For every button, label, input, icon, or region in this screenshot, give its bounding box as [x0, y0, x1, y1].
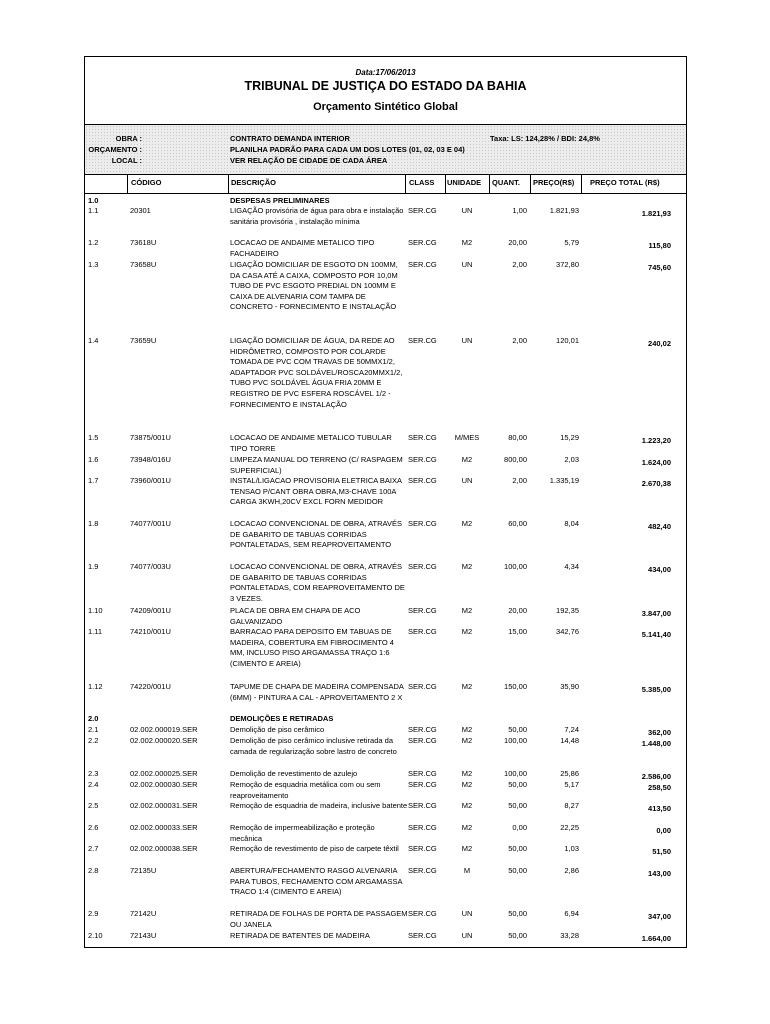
- item-description: LOCACAO DE ANDAIME METALICO TUBULAR TIPO TORRE: [230, 433, 392, 453]
- item-class: SER.CG: [408, 476, 437, 485]
- item-number: 2.8: [88, 866, 99, 875]
- item-number: 1.3: [88, 260, 99, 269]
- item-unit: M2: [461, 238, 473, 247]
- item-description: ABERTURA/FECHAMENTO RASGO ALVENARIA PARA TUBOS, FECHAMENTO COM ARGAMASSA TRACO 1:4 (CIMENTO E AREIA): [230, 866, 403, 897]
- item-description: RETIRADA DE FOLHAS DE PORTA DE PASSAGEM OU JANELA: [230, 909, 408, 929]
- item-unit: M2: [461, 562, 473, 571]
- item-unit-price: 372,80: [556, 260, 579, 269]
- item-quantity: 2,00: [512, 260, 527, 269]
- item-class: SER.CG: [408, 725, 437, 734]
- item-class: SER.CG: [408, 455, 437, 464]
- item-unit: M2: [461, 844, 473, 853]
- item-quantity: 50,00: [508, 909, 527, 918]
- item-unit: M2: [461, 606, 473, 615]
- item-code: 02.002.000030.SER: [130, 780, 198, 789]
- item-description: LIGAÇÃO DOMICILIAR DE ÁGUA, DA REDE AO HIDRÔMETRO, COMPOSTO POR COLARDE TOMADA DE PVC COM TRAVAS DE 50MMX1/2, ADAPTADOR PVC SOLDÁVEL/ROSCA20MMX1/2, TUBO PVC SOLDÁVEL ÁGUA FRIA 20MM E REGISTRO DE PVC ESFERA ROSCÁVEL 1/2 - FORNECIMENTO E INSTALAÇÃO: [230, 336, 403, 409]
- item-class: SER.CG: [408, 682, 437, 691]
- item-unit: M/MES: [454, 433, 480, 442]
- item-number: 2.4: [88, 780, 99, 789]
- col-header-quant: QUANT.: [492, 178, 520, 187]
- item-unit-price: 5,79: [564, 238, 579, 247]
- item-description: BARRACAO PARA DEPOSITO EM TABUAS DE MADEIRA, COBERTURA EM FIBROCIMENTO 4 MM, INCLUSO PISO ARGAMASSA TRAÇO 1:6 (CIMENTO E AREIA): [230, 627, 394, 668]
- item-description: DESPESAS PRELIMINARES: [230, 196, 330, 205]
- item-total-price: 413,50: [648, 804, 671, 813]
- item-code: 74220/001U: [130, 682, 171, 691]
- item-total-price: 745,60: [648, 263, 671, 272]
- item-quantity: 15,00: [508, 627, 527, 636]
- item-quantity: 0,00: [512, 823, 527, 832]
- item-description: TAPUME DE CHAPA DE MADEIRA COMPENSADA (6MM) - PINTURA A CAL - APROVEITAMENTO 2 X: [230, 682, 404, 702]
- obra-row: [85, 134, 686, 145]
- item-unit-price: 2,03: [564, 455, 579, 464]
- item-number: 2.7: [88, 844, 99, 853]
- item-description: Remoção de esquadria metálica com ou sem reaproveitamento: [230, 780, 381, 800]
- item-description: LOCACAO CONVENCIONAL DE OBRA, ATRAVÉS DE GABARITO DE TABUAS CORRIDAS PONTALETADAS, COM REAPROVEITAMENTO DE 3 VEZES.: [230, 562, 405, 603]
- item-unit-price: 1.335,19: [549, 476, 579, 485]
- item-class: SER.CG: [408, 844, 437, 853]
- item-number: 1.5: [88, 433, 99, 442]
- item-class: SER.CG: [408, 801, 437, 810]
- obra-value: CONTRATO DEMANDA INTERIOR: [230, 134, 350, 143]
- item-class: SER.CG: [408, 769, 437, 778]
- item-quantity: 60,00: [508, 519, 527, 528]
- local-row: [85, 156, 686, 167]
- item-number: 1.1: [88, 206, 99, 215]
- item-unit-price: 25,86: [560, 769, 579, 778]
- item-quantity: 800,00: [504, 455, 527, 464]
- item-total-price: 2.586,00: [641, 772, 671, 781]
- item-unit-price: 35,90: [560, 682, 579, 691]
- item-unit-price: 6,94: [564, 909, 579, 918]
- item-unit-price: 4,34: [564, 562, 579, 571]
- item-unit: M2: [461, 627, 473, 636]
- item-class: SER.CG: [408, 238, 437, 247]
- item-class: SER.CG: [408, 780, 437, 789]
- item-description: Remoção de impermeabilização e proteção mecânica: [230, 823, 375, 843]
- item-number: 2.1: [88, 725, 99, 734]
- item-class: SER.CG: [408, 866, 437, 875]
- item-quantity: 100,00: [504, 736, 527, 745]
- col-header-preco: PREÇO(R$): [533, 178, 575, 187]
- item-code: 74209/001U: [130, 606, 171, 615]
- item-unit: UN: [461, 336, 473, 345]
- item-number: 1.7: [88, 476, 99, 485]
- item-unit-price: 7,24: [564, 725, 579, 734]
- item-quantity: 50,00: [508, 801, 527, 810]
- item-total-price: 1.664,00: [641, 934, 671, 943]
- project-info-block: [85, 124, 686, 174]
- item-number: 1.2: [88, 238, 99, 247]
- column-divider: [581, 174, 582, 194]
- item-unit-price: 22,25: [560, 823, 579, 832]
- item-code: 73618U: [130, 238, 157, 247]
- col-header-descricao: DESCRIÇÃO: [231, 178, 277, 187]
- item-total-price: 240,02: [648, 339, 671, 348]
- item-class: SER.CG: [408, 606, 437, 615]
- item-unit-price: 342,76: [556, 627, 579, 636]
- taxa-value: Taxa: LS: 124,28% / BDI: 24,8%: [490, 134, 600, 143]
- document-date: Data:17/06/2013: [355, 68, 416, 77]
- item-total-price: 143,00: [648, 869, 671, 878]
- item-total-price: 362,00: [648, 728, 671, 737]
- item-unit: M: [463, 866, 471, 875]
- item-number: 1.0: [88, 196, 99, 205]
- item-description: Demolição de piso cerâmico inclusive retirada da camada de regularização sobre lastro de concreto: [230, 736, 397, 756]
- item-class: SER.CG: [408, 736, 437, 745]
- item-description: LIGAÇÃO DOMICILIAR DE ESGOTO DN 100MM, DA CASA ATÉ A CAIXA, COMPOSTO POR 10,0M TUBO DE PVC ESGOTO PREDIAL DN 100MM E CAIXA DE ALVENARIA COM TAMPA DE CONCRETO - FORNECIMENTO E INSTALAÇÃO: [230, 260, 398, 312]
- item-total-price: 482,40: [648, 522, 671, 531]
- item-class: SER.CG: [408, 562, 437, 571]
- col-header-codigo: CÓDIGO: [131, 178, 162, 187]
- item-unit-price: 8,04: [564, 519, 579, 528]
- item-code: 74077/001U: [130, 519, 171, 528]
- column-divider: [445, 174, 446, 194]
- item-quantity: 150,00: [504, 682, 527, 691]
- item-number: 2.2: [88, 736, 99, 745]
- item-unit: UN: [461, 476, 473, 485]
- item-description: Demolição de piso cerâmico: [230, 725, 325, 734]
- item-quantity: 1,00: [512, 206, 527, 215]
- item-code: 73659U: [130, 336, 157, 345]
- column-divider: [228, 174, 229, 194]
- item-code: 02.002.000019.SER: [130, 725, 198, 734]
- document-subtitle: Orçamento Sintético Global: [313, 101, 458, 113]
- item-quantity: 80,00: [508, 433, 527, 442]
- item-number: 1.6: [88, 455, 99, 464]
- item-description: INSTAL/LIGACAO PROVISORIA ELETRICA BAIXA TENSAO P/CANT OBRA OBRA,M3-CHAVE 100A CARGA 3KWH,20CV EXCL FORN MEDIDOR: [230, 476, 402, 507]
- column-divider: [489, 174, 490, 194]
- item-number: 2.0: [88, 714, 99, 723]
- item-class: SER.CG: [408, 823, 437, 832]
- item-number: 1.4: [88, 336, 99, 345]
- item-unit: M2: [461, 682, 473, 691]
- document-title: TRIBUNAL DE JUSTIÇA DO ESTADO DA BAHIA: [244, 79, 527, 93]
- item-unit-price: 2,86: [564, 866, 579, 875]
- item-number: 2.9: [88, 909, 99, 918]
- item-quantity: 20,00: [508, 238, 527, 247]
- item-class: SER.CG: [408, 909, 437, 918]
- item-total-price: 1.821,93: [641, 209, 671, 218]
- item-total-price: 3.847,00: [641, 609, 671, 618]
- item-total-price: 5.385,00: [641, 685, 671, 694]
- item-code: 02.002.000031.SER: [130, 801, 198, 810]
- item-code: 73875/001U: [130, 433, 171, 442]
- item-total-price: 347,00: [648, 912, 671, 921]
- item-description: LIMPEZA MANUAL DO TERRENO (C/ RASPAGEM SUPERFICIAL): [230, 455, 403, 475]
- item-class: SER.CG: [408, 260, 437, 269]
- item-number: 2.6: [88, 823, 99, 832]
- item-unit: M2: [461, 769, 473, 778]
- column-divider: [405, 174, 406, 194]
- item-code: 20301: [130, 206, 151, 215]
- item-total-price: 258,50: [648, 783, 671, 792]
- item-total-price: 1.448,00: [641, 739, 671, 748]
- local-label: LOCAL :: [111, 156, 142, 165]
- item-description: Remoção de esquadria de madeira, inclusive batente: [230, 801, 408, 810]
- item-code: 02.002.000025.SER: [130, 769, 198, 778]
- item-number: 1.9: [88, 562, 99, 571]
- column-divider: [127, 174, 128, 194]
- item-quantity: 2,00: [512, 336, 527, 345]
- item-code: 02.002.000033.SER: [130, 823, 198, 832]
- item-quantity: 50,00: [508, 725, 527, 734]
- item-unit: M2: [461, 736, 473, 745]
- item-unit-price: 14,48: [560, 736, 579, 745]
- local-value: VER RELAÇÃO DE CIDADE DE CADA ÁREA: [230, 156, 388, 165]
- item-quantity: 2,00: [512, 476, 527, 485]
- item-number: 2.10: [88, 931, 103, 940]
- item-number: 1.11: [88, 627, 103, 636]
- item-code: 72142U: [130, 909, 157, 918]
- item-class: SER.CG: [408, 519, 437, 528]
- item-number: 1.8: [88, 519, 99, 528]
- item-unit: UN: [461, 931, 473, 940]
- item-code: 73960/001U: [130, 476, 171, 485]
- item-number: 2.5: [88, 801, 99, 810]
- item-unit-price: 15,29: [560, 433, 579, 442]
- item-code: 73658U: [130, 260, 157, 269]
- item-class: SER.CG: [408, 336, 437, 345]
- item-description: PLACA DE OBRA EM CHAPA DE ACO GALVANIZADO: [230, 606, 361, 626]
- item-unit-price: 33,28: [560, 931, 579, 940]
- item-code: 72135U: [130, 866, 157, 875]
- item-code: 74077/003U: [130, 562, 171, 571]
- orcamento-value: PLANILHA PADRÃO PARA CADA UM DOS LOTES (01, 02, 03 E 04): [230, 145, 465, 154]
- orcamento-label: ORÇAMENTO :: [88, 145, 142, 154]
- item-unit-price: 120,01: [556, 336, 579, 345]
- item-number: 1.12: [88, 682, 103, 691]
- item-number: 2.3: [88, 769, 99, 778]
- item-quantity: 50,00: [508, 866, 527, 875]
- item-class: SER.CG: [408, 627, 437, 636]
- item-quantity: 50,00: [508, 844, 527, 853]
- item-description: RETIRADA DE BATENTES DE MADEIRA: [230, 931, 370, 940]
- item-total-price: 51,50: [652, 847, 671, 856]
- item-total-price: 434,00: [648, 565, 671, 574]
- item-total-price: 0,00: [656, 826, 671, 835]
- item-quantity: 50,00: [508, 780, 527, 789]
- item-code: 74210/001U: [130, 627, 171, 636]
- item-description: Demolição de revestimento de azulejo: [230, 769, 358, 778]
- item-unit: M2: [461, 801, 473, 810]
- item-unit: M2: [461, 455, 473, 464]
- item-description: LOCACAO DE ANDAIME METALICO TIPO FACHADEIRO: [230, 238, 375, 258]
- item-unit-price: 1,03: [564, 844, 579, 853]
- item-code: 72143U: [130, 931, 157, 940]
- item-unit: M2: [461, 725, 473, 734]
- col-header-class: CLASS: [409, 178, 435, 187]
- item-total-price: 115,80: [648, 241, 671, 250]
- item-number: 1.10: [88, 606, 103, 615]
- item-total-price: 1.624,00: [641, 458, 671, 467]
- col-header-unidade: UNIDADE: [447, 178, 482, 187]
- item-unit-price: 1.821,93: [549, 206, 579, 215]
- col-header-preco-total: PREÇO TOTAL (R$): [590, 178, 660, 187]
- item-class: SER.CG: [408, 433, 437, 442]
- item-unit: UN: [461, 206, 473, 215]
- item-quantity: 50,00: [508, 931, 527, 940]
- item-total-price: 2.670,38: [641, 479, 671, 488]
- column-divider: [530, 174, 531, 194]
- item-description: Remoção de revestimento de piso de carpete têxtil: [230, 844, 399, 853]
- item-quantity: 100,00: [504, 769, 527, 778]
- orcamento-row: [85, 145, 686, 156]
- item-unit: UN: [461, 260, 473, 269]
- item-code: 73948/016U: [130, 455, 171, 464]
- item-unit-price: 8,27: [564, 801, 579, 810]
- item-unit-price: 192,35: [556, 606, 579, 615]
- obra-label: OBRA :: [115, 134, 142, 143]
- item-description: LIGAÇÃO provisória de água para obra e instalação sanitária provisória , instalação mínima: [230, 206, 404, 226]
- item-unit: M2: [461, 780, 473, 789]
- item-class: SER.CG: [408, 931, 437, 940]
- item-quantity: 20,00: [508, 606, 527, 615]
- item-unit-price: 5,17: [564, 780, 579, 789]
- item-class: SER.CG: [408, 206, 437, 215]
- item-description: LOCACAO CONVENCIONAL DE OBRA, ATRAVÉS DE GABARITO DE TABUAS CORRIDAS PONTALETADAS, SEM REAPROVEITAMENTO: [230, 519, 402, 550]
- item-code: 02.002.000020.SER: [130, 736, 198, 745]
- item-description: DEMOLIÇÕES E RETIRADAS: [230, 714, 334, 723]
- item-unit: M2: [461, 823, 473, 832]
- item-code: 02.002.000038.SER: [130, 844, 198, 853]
- item-quantity: 100,00: [504, 562, 527, 571]
- item-total-price: 1.223,20: [641, 436, 671, 445]
- item-unit: M2: [461, 519, 473, 528]
- item-total-price: 5.141,40: [641, 630, 671, 639]
- item-unit: UN: [461, 909, 473, 918]
